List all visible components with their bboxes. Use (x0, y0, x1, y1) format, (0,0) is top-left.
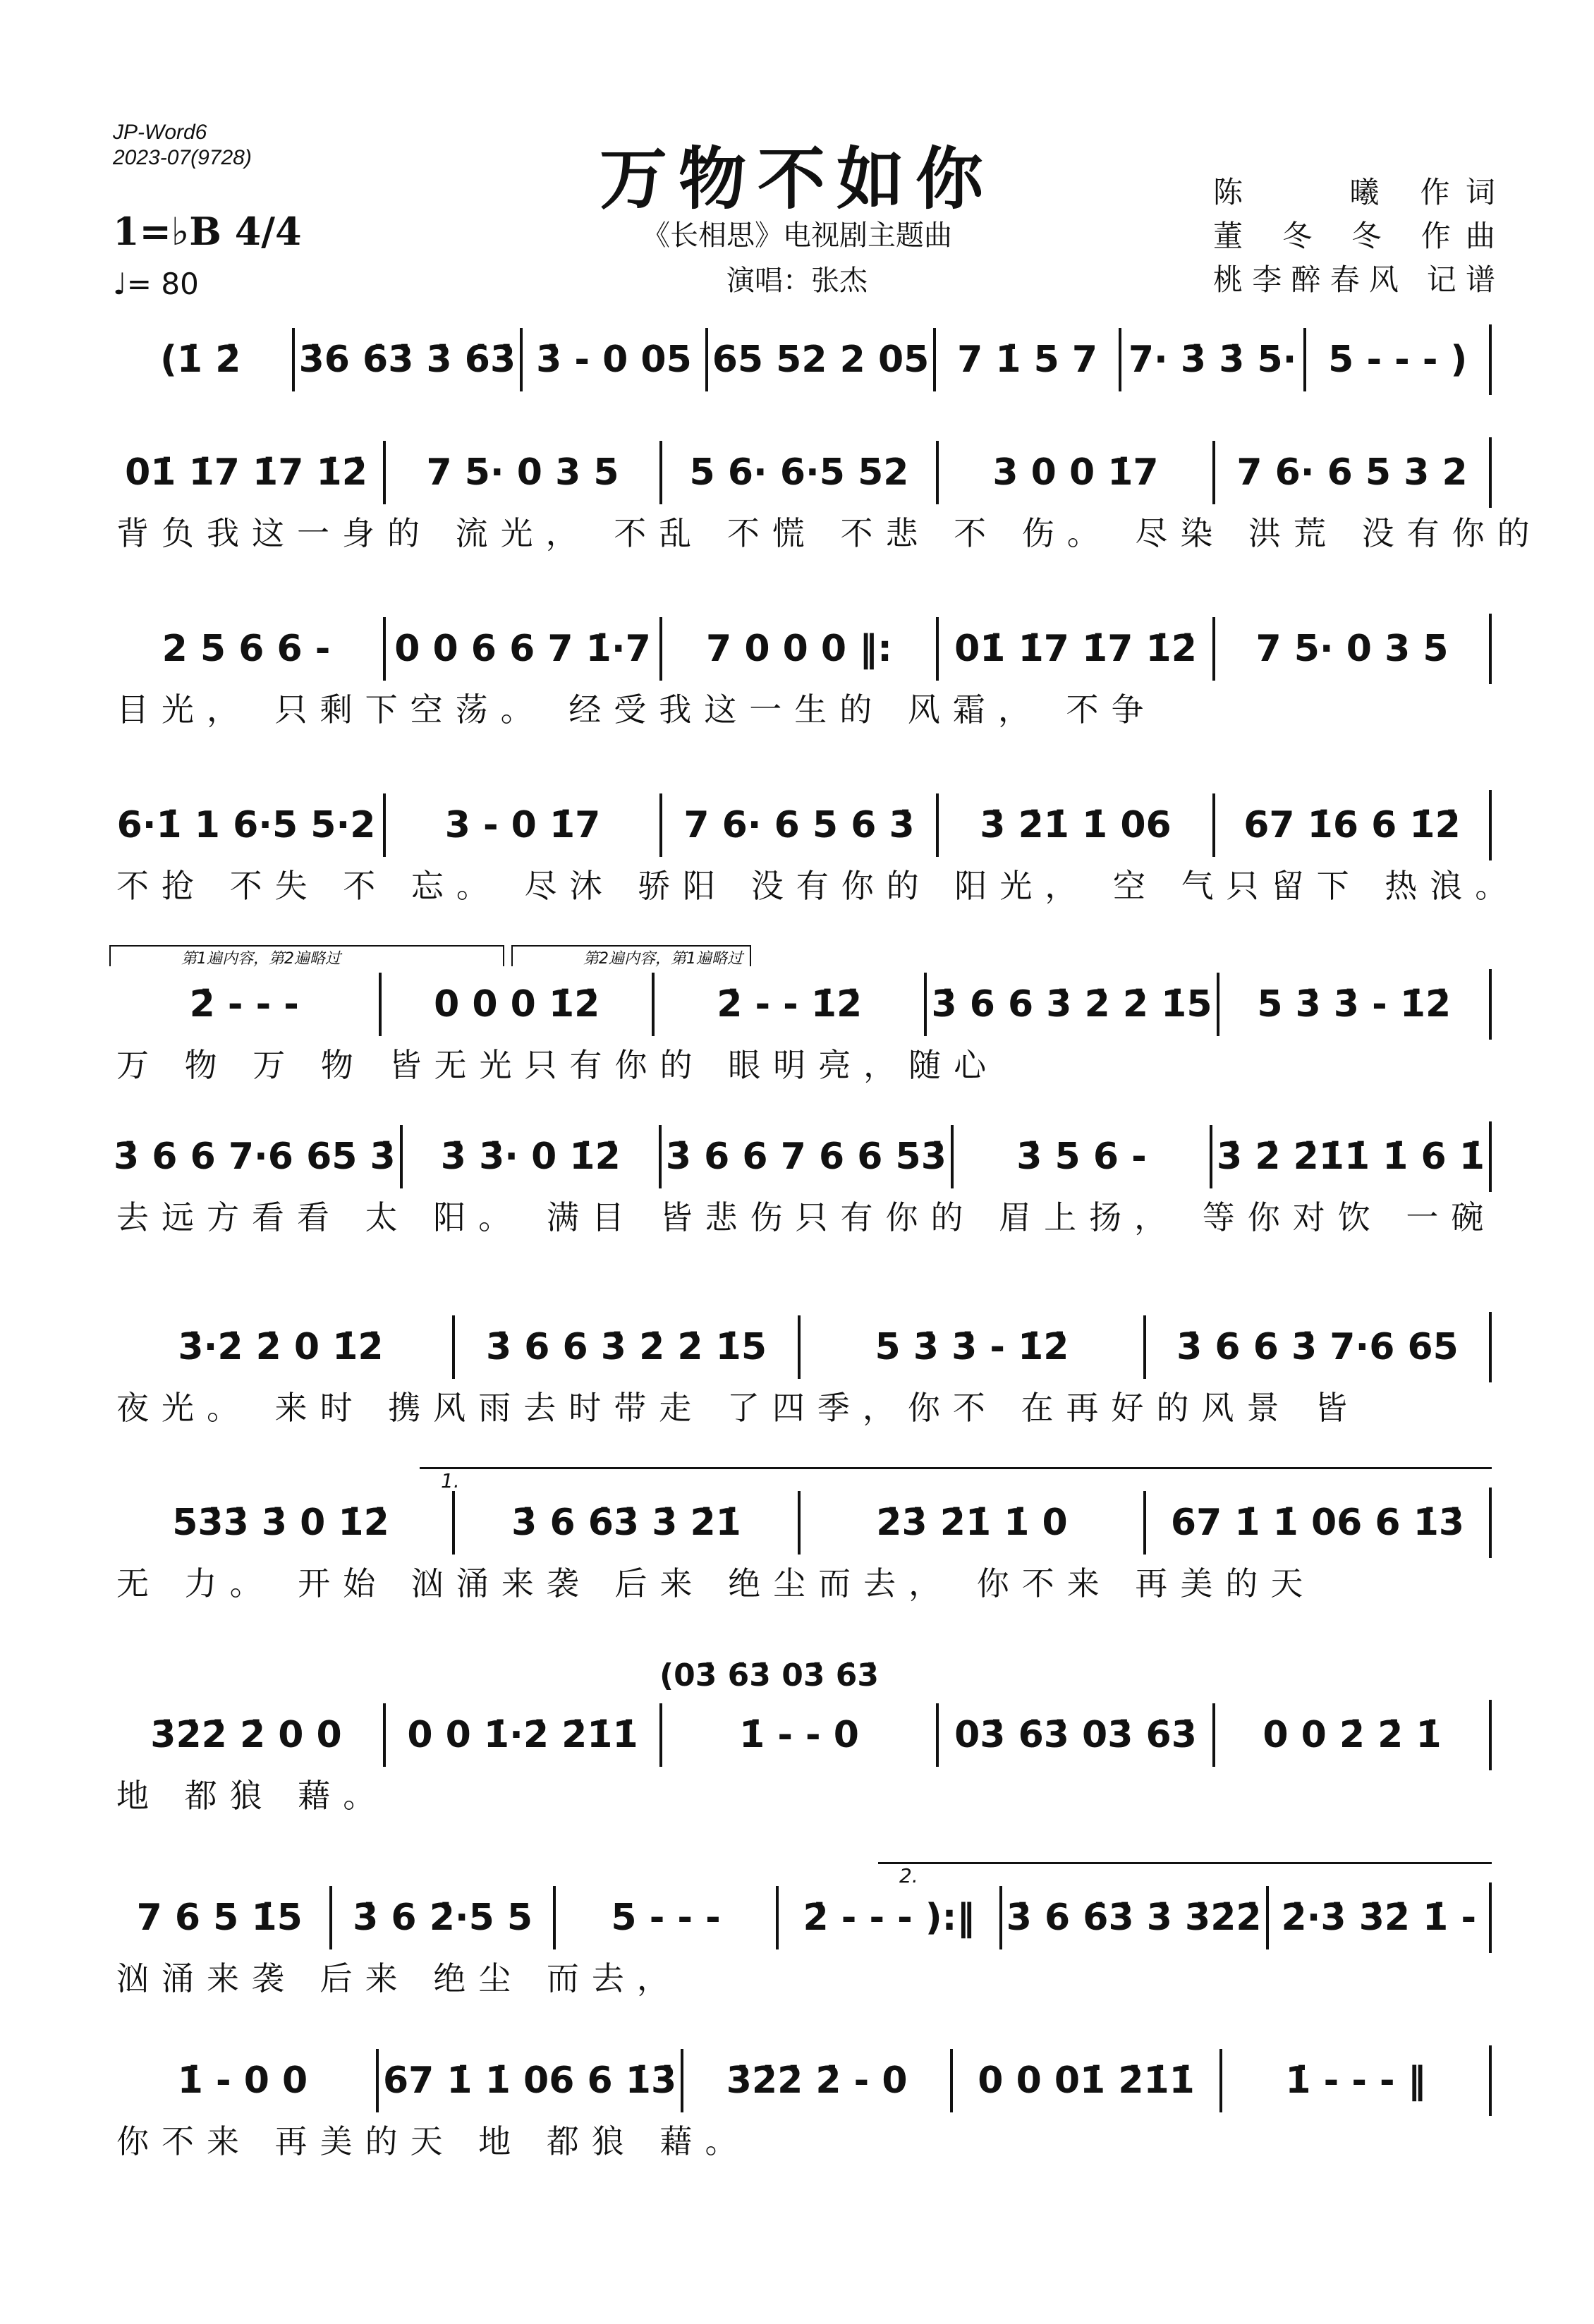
notation-line (109, 1882, 1492, 1953)
measure: 65 52 2 05 (705, 328, 934, 391)
tempo-marking: ♩= 80 (113, 267, 199, 301)
volta-brackets (109, 945, 1492, 969)
song-title: 万物不如你 (600, 139, 994, 219)
measure: 3̇ 6 6 3̇ 2̇ 2̇ 1̇5 (452, 1315, 798, 1379)
measure: 0 0 01̇ 2̇1̇1̇ (950, 2049, 1219, 2112)
lyric-line: 背负我这一身的 流光， 不乱 不慌 不悲 不 伤。 尽染 洪荒 没有你的 (116, 514, 1543, 552)
measure: 7 1̇ 5 7 (933, 328, 1119, 391)
measure: 7 6 5 1̇5 (136, 1897, 303, 1939)
measure: 2̇ - - - ):‖ (776, 1886, 999, 1949)
measure: 5 6· 6·5 52 (659, 441, 936, 504)
notation-line (109, 1121, 1492, 1192)
music-system (109, 437, 1543, 557)
measure: 7 5· 0 3 5 (383, 441, 659, 504)
measure: 5 3̇ 3̇ - 1̇2̇ (798, 1315, 1143, 1379)
measure: 3̇ - 0 05 (520, 328, 705, 391)
measure: 0 0 2̇ 2̇ 1̇ (1212, 1703, 1489, 1767)
music-system (109, 324, 1492, 444)
lyric-line: 去远方看看 太 阳。 满目 皆悲伤只有你的 眉上扬， 等你对饮 一碗 (116, 1198, 1497, 1236)
measure: 3 0 0 1̇7 (936, 441, 1212, 504)
volta-note: 第1遍内容，第2遍略过 (109, 945, 504, 966)
lyric-line: 不抢 不失 不 忘。 尽沐 骄阳 没有你的 阳光， 空 气只留下 热浪。 (116, 867, 1521, 905)
measure: 3̇ 6 6 7 6 6 53̇ (659, 1125, 951, 1188)
notation-line (109, 1488, 1492, 1558)
software-name: JP-Word6 (113, 121, 207, 144)
measure: 03̇ 6̇3̇ 03̇ 6̇3̇ (936, 1703, 1212, 1767)
measure: 5 - - - (553, 1886, 776, 1949)
measure: 1̇ - 0 0 (177, 2060, 308, 2102)
measure: 3̇ 5 6 - (951, 1125, 1210, 1188)
measure: 3̇2̇2̇ 2̇ 0 0 (150, 1714, 342, 1756)
measure: 3̇ 2̇ 2̇1̇1̇ 1̇ 6 1̇ (1210, 1125, 1489, 1188)
measure: 3̇ 3̇· 0 1̇2̇ (400, 1125, 659, 1188)
measure: 3 - 0 1̇7 (383, 793, 659, 857)
lyric-line: 目光， 只剩下空荡。 经受我这一生的 风霜， 不争 (116, 690, 1157, 729)
music-system (109, 1121, 1497, 1241)
lyric-line: 汹涌来袭 后来 绝尘 而去， (116, 1959, 682, 1997)
measure: 1̇ - - - ‖ (1219, 2049, 1489, 2112)
notation-line (109, 1700, 1492, 1770)
measure: 7 5· 0 3 5 (1212, 617, 1489, 681)
measure: 53̇3̇ 3̇ 0 1̇2̇ (172, 1502, 389, 1544)
measure: 3̇ 6 6̇3̇ 3̇ 3̇2̇2̇ (999, 1886, 1266, 1949)
measure: 0 0 6 6 7 1̇·7 (383, 617, 659, 681)
measure: 0 0 1̇·2̇ 2̇1̇1̇ (383, 1703, 659, 1767)
notation-line (109, 437, 1492, 508)
ending-marker: 1. (420, 1467, 1492, 1488)
lyricist: 陈 曦 作词 (1213, 175, 1495, 209)
measure: 3̇·2̇ 2̇ 0 1̇2̇ (178, 1326, 384, 1368)
measure: 7 0 0 0 ‖: (659, 617, 936, 681)
measure: (1̇ 2̇ (160, 339, 241, 381)
measure: 3̇6 6̇3̇ 3̇ 6̇3̇ (292, 328, 521, 391)
measure: 3̇ 2̇1̇ 1̇ 06 (936, 793, 1212, 857)
measure: 7 6· 6 5 6 3̇ (659, 793, 936, 857)
volta-note: 第2遍内容，第1遍略过 (511, 945, 751, 966)
measure: 67 1̇ 1̇ 06 6 1̇3̇ (1143, 1491, 1489, 1555)
measure: 3̇ 6 2̇·5 5 (329, 1886, 552, 1949)
music-system (109, 1467, 1492, 1607)
measure: 67 1̇ 1̇ 06 6 1̇3̇ (376, 2049, 681, 2112)
song-subtitle: 《长相思》电视剧主题曲 (642, 219, 952, 252)
notation-line (109, 324, 1492, 395)
measure: 2̇ - - 1̇2̇ (652, 973, 924, 1036)
lyric-line: 无 力。 开始 汹涌来袭 后来 绝尘而去， 你不来 再美的天 (116, 1564, 1316, 1602)
composer: 董 冬 冬 作曲 (1213, 219, 1495, 253)
music-system (109, 1862, 1492, 2002)
measure: 5 3̇ 3̇ - 1̇2̇ (1217, 973, 1489, 1036)
measure: 1̇ - - 0 (659, 1703, 936, 1767)
notation-line (109, 614, 1492, 684)
measure: 5 - - - ) (1303, 328, 1489, 391)
notation-line (109, 2045, 1492, 2116)
lyric-line: 夜光。 来时 携风雨去时带走 了四季，你不 在再好的风景 皆 (116, 1389, 1361, 1427)
measure: 2̇ - - - (189, 983, 299, 1026)
notation-line (109, 790, 1492, 860)
music-system (109, 2045, 1492, 2165)
credits (1213, 171, 1495, 302)
music-system (109, 1657, 1492, 1820)
transcriber: 桃李醉春风 记谱 (1213, 262, 1495, 297)
measure: 3̇ 6 6 3̇ 7·6 65 (1143, 1315, 1489, 1379)
measure: 3̇ 6 6 3̇ 2̇ 2̇ 1̇5 (924, 973, 1216, 1036)
measure: 67 1̇6 6 1̇2̇ (1212, 793, 1489, 857)
measure: 2̇·3̇ 3̇2̇ 1̇ - (1266, 1886, 1489, 1949)
lyric-line: 万 物 万 物 皆无光只有你的 眼明亮，随心 (116, 1046, 999, 1084)
measure: 2̇3̇ 2̇1̇ 1̇ 0 (798, 1491, 1143, 1555)
singer: 演唱：张杰 (726, 264, 868, 297)
music-system (109, 614, 1492, 734)
notation-line (109, 1312, 1492, 1382)
measure: 7 6· 6 5 3 2 (1212, 441, 1489, 504)
music-system (109, 945, 1492, 1089)
measure: 7· 3̇ 3̇ 5· (1119, 328, 1304, 391)
notation-line (109, 969, 1492, 1040)
measure: 3̇ 6 6̇3̇ 3̇ 2̇1̇ (452, 1491, 798, 1555)
measure: 6·1̇ 1 6·5 5·2 (116, 804, 376, 846)
ending-marker: 2. (878, 1862, 1492, 1882)
measure: 01̇ 1̇7 1̇7 1̇2̇ (936, 617, 1212, 681)
measure: 3̇2̇2̇ 2̇ - 0 (681, 2049, 950, 2112)
measure: 0 0 0 1̇2̇ (379, 973, 651, 1036)
key-signature: 1=♭B 4/4 (113, 209, 302, 254)
measure: 3̇ 6 6 7·6 65 3̇ (114, 1136, 396, 1178)
lyric-line: 地 都狼 藉。 (116, 1777, 389, 1815)
lyric-line: 你不来 再美的天 地 都狼 藉。 (116, 2122, 750, 2160)
upper-voice: (03̇ 6̇3̇ 03̇ 6̇3̇ (659, 1657, 879, 1693)
measure: 01̇ 1̇7 1̇7 1̇2̇ (125, 451, 367, 494)
music-system (109, 790, 1521, 910)
measure: 2 5 6 6 - (162, 628, 331, 670)
music-system (109, 1312, 1492, 1432)
score-date: 2023-07(9728) (113, 146, 252, 169)
